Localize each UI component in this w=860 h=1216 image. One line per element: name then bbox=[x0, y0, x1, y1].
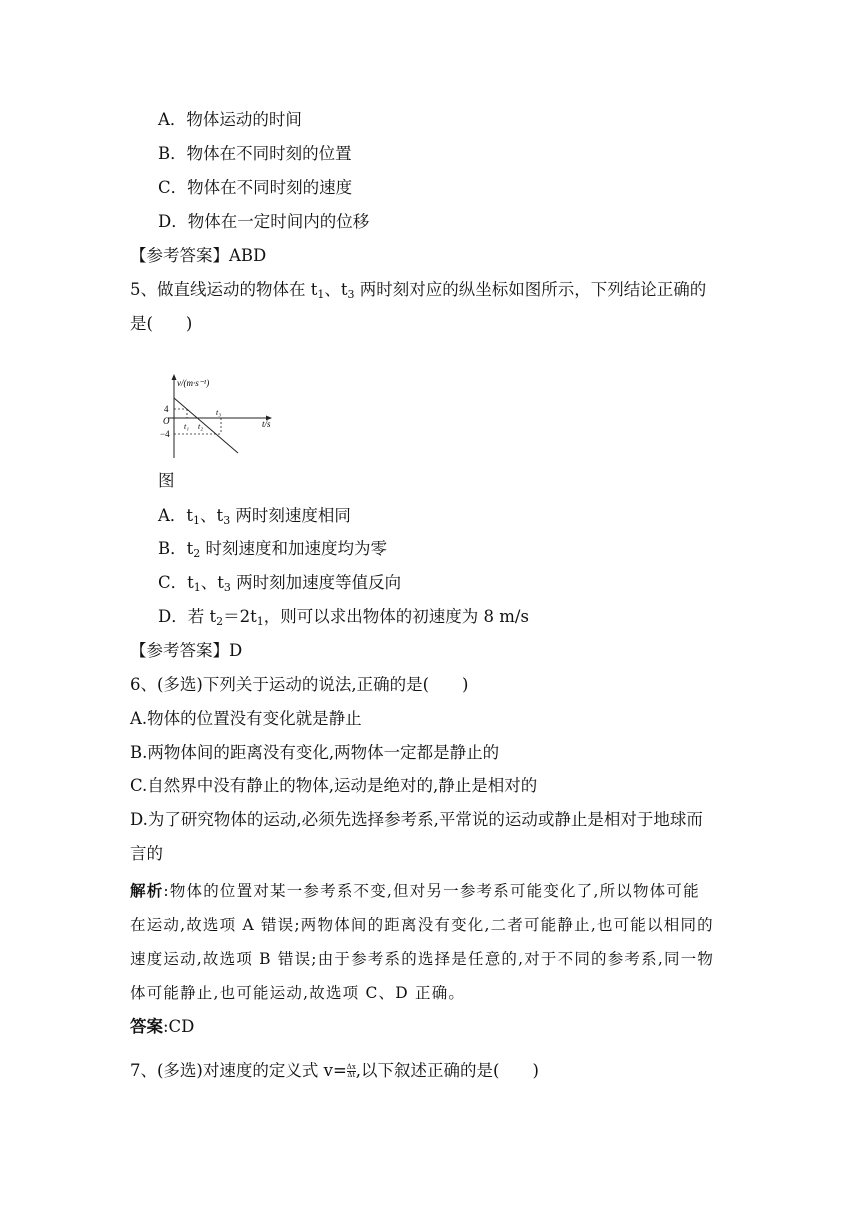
q4-option-c: C．物体在不同时刻的速度 bbox=[158, 178, 353, 197]
q6-option-d-cont: 言的 bbox=[130, 844, 163, 863]
q5-option-c: C．$t_1$、$t_3$ 两时刻加速度等值反向 bbox=[158, 573, 402, 594]
q5-option-b: B．$t_2$ 时刻速度和加速度均为零 bbox=[158, 539, 388, 560]
graph-x-label: t/s bbox=[262, 419, 271, 429]
q5-option-d: D．若 $t_2=2t_1$，则可以求出物体的初速度为 8 m/s bbox=[158, 607, 529, 628]
graph-t2: t₂ bbox=[198, 422, 204, 431]
analysis-label: 解析 bbox=[130, 881, 164, 900]
q5-stem-line2: 是( ) bbox=[130, 314, 193, 333]
graph-t3: t₃ bbox=[216, 408, 222, 417]
q6-option-b: B.两物体间的距离没有变化,两物体一定都是静止的 bbox=[130, 743, 500, 762]
q4-option-d: D．物体在一定时间内的位移 bbox=[158, 212, 370, 231]
q6-answer: 答案:CD bbox=[130, 1017, 195, 1036]
v-t-graph bbox=[160, 370, 280, 460]
q5-stem: 5、做直线运动的物体在 $t_1$、$t_3$ 两时刻对应的纵坐标如图所示，下列结论正确的 bbox=[130, 280, 707, 301]
q6-analysis-line3: 速度运动,故选项 B 错误;由于参考系的选择是任意的,对于不同的参考系,同一物 bbox=[130, 950, 715, 968]
q6-stem: 6、(多选)下列关于运动的说法,正确的是( ) bbox=[130, 675, 469, 694]
graph-y-label: v/(m·s⁻¹) bbox=[177, 378, 210, 388]
graph-y-4: 4 bbox=[164, 404, 169, 414]
q4-answer: 【参考答案】ABD bbox=[130, 246, 267, 265]
graph-origin: O bbox=[163, 416, 170, 426]
q6-analysis-line4: 体可能静止,也可能运动,故选项 C、D 正确。 bbox=[130, 984, 466, 1002]
q5-option-a: A．$t_1$、$t_3$ 两时刻速度相同 bbox=[158, 506, 351, 527]
y-axis-arrow bbox=[172, 374, 177, 380]
q5-answer: 【参考答案】D bbox=[130, 641, 243, 660]
q6-analysis-line2: 在运动,故选项 A 错误;两物体间的距离没有变化,二者可能静止,也可能以相同的 bbox=[130, 916, 714, 934]
q6-analysis: 解析:物体的位置对某一参考系不变,但对另一参考系可能变化了,所以物体可能 bbox=[130, 881, 700, 900]
q6-option-c: C.自然界中没有静止的物体,运动是绝对的,静止是相对的 bbox=[130, 776, 538, 795]
velocity-fraction: $\frac{\Delta x}{\Delta t}$ bbox=[346, 1063, 356, 1079]
q7-stem: 7、(多选)对速度的定义式 v= $\frac{\Delta x}{\Delta t}$ ,以下叙述正确的是( ) bbox=[130, 1061, 539, 1080]
q6-option-d: D.为了研究物体的运动,必须先选择参考系,平常说的运动或静止是相对于地球而 bbox=[130, 810, 703, 829]
graph-y-neg4: −4 bbox=[160, 429, 170, 439]
answer-label: 答案 bbox=[130, 1017, 163, 1036]
figure-caption: 图 bbox=[158, 471, 175, 490]
graph-t1: t₁ bbox=[184, 422, 190, 431]
q6-option-a: A.物体的位置没有变化就是静止 bbox=[130, 709, 362, 728]
q4-option-a: A．物体运动的时间 bbox=[158, 110, 302, 129]
q4-option-b: B．物体在不同时刻的位置 bbox=[158, 144, 352, 163]
